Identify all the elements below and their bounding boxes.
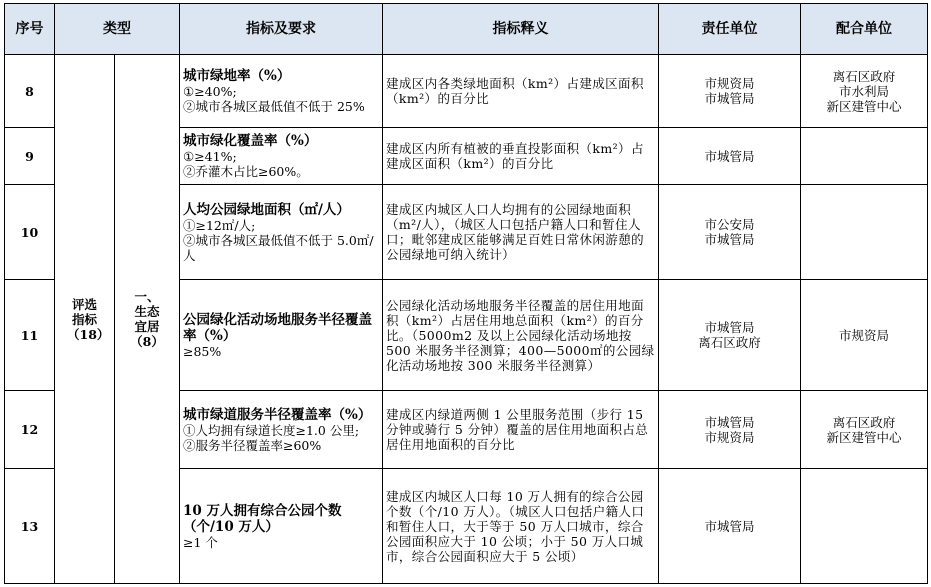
requirement-cell	[180, 55, 383, 128]
cooperating-cell	[801, 55, 928, 128]
cooperating-unit: 新区建管中心	[826, 429, 902, 445]
requirement-line: ②城市各城区最低值不低于 5.0㎡/人	[183, 232, 374, 263]
requirement-cell	[180, 280, 383, 391]
cooperating-cell	[801, 280, 928, 391]
explanation-cell: 公园绿化活动场地服务半径覆盖的居住用地面积（km²）占居住用地总面积（km²）的百分比。（5000m2 及以上公园绿化活动场地按 500 米服务半径测算；400—5000㎡的公园绿化活动场地按 300 米服务半径测算）	[383, 280, 659, 391]
responsible-cell	[659, 185, 801, 280]
category-cell: 评选指标（18）	[55, 55, 115, 584]
cooperating-unit: 离石区政府	[832, 414, 896, 430]
requirement-cell	[180, 185, 383, 280]
responsible-unit: 市城管局	[704, 91, 755, 106]
responsible-cell	[659, 469, 801, 584]
requirement-cell	[180, 391, 383, 469]
cooperating-unit: 市规资局	[838, 327, 889, 343]
cooperating-unit: 市水利局	[838, 83, 889, 99]
requirement-line: ①≥12㎡/人;	[183, 217, 256, 233]
explanation-cell: 建成区内所有植被的垂直投影面积（km²）占建成区面积（km²）的百分比	[383, 128, 659, 185]
row-number: 13	[5, 469, 55, 584]
responsible-cell	[659, 55, 801, 128]
explanation-cell: 建成区内各类绿地面积（km²）占建成区面积（km²）的百分比	[383, 55, 659, 128]
header-cooperating: 配合单位	[801, 4, 928, 55]
responsible-unit: 市公安局	[704, 217, 755, 232]
requirement-cell	[180, 128, 383, 185]
responsible-unit: 离石区政府	[698, 335, 761, 350]
responsible-unit: 市规资局	[704, 429, 755, 445]
subcategory-cell: 一、生态宜居（8）	[115, 55, 180, 584]
header-requirement: 指标及要求	[180, 4, 383, 55]
responsible-unit: 市城管局	[704, 232, 755, 247]
header-row	[5, 4, 928, 55]
header-no: 序号	[5, 4, 55, 55]
responsible-unit: 市规资局	[704, 76, 755, 91]
requirement-title: 公园绿化活动场地服务半径覆盖率（%）	[183, 311, 372, 344]
responsible-cell	[659, 128, 801, 185]
requirement-line: ①人均拥有绿道长度≥1.0 公里;	[183, 422, 360, 438]
cooperating-cell	[801, 391, 928, 469]
requirement-title: 城市绿地率（%）	[183, 68, 291, 84]
requirement-line: ≥85%	[183, 343, 222, 359]
requirement-line: ①≥41%;	[183, 149, 237, 164]
header-responsible: 责任单位	[659, 4, 801, 55]
requirement-line: ②服务半径覆盖率≥60%	[183, 437, 322, 453]
explanation-cell: 建成区内绿道两侧 1 公里服务范围（步行 15 分钟或骑行 5 分钟）覆盖的居住用地面积占总居住用地面积的百分比	[383, 391, 659, 469]
cooperating-unit: 新区建管中心	[826, 98, 902, 114]
table-row	[5, 55, 928, 128]
requirement-line: ②城市各城区最低值不低于 25%	[183, 99, 365, 114]
cooperating-cell	[801, 469, 928, 584]
explanation-cell: 建成区内城区人口人均拥有的公园绿地面积（m²/人），（城区人口包括户籍人口和暂住人口；毗邻建成区能够满足百姓日常休闲游憩的公园绿地可纳入统计）	[383, 185, 659, 280]
responsible-unit: 市城管局	[704, 148, 755, 164]
requirement-title: 人均公园绿地面积（㎡/人）	[183, 201, 350, 218]
cooperating-cell	[801, 185, 928, 280]
row-number: 10	[5, 185, 55, 280]
responsible-cell	[659, 391, 801, 469]
row-number: 11	[5, 280, 55, 391]
requirement-cell	[180, 469, 383, 584]
requirement-title: 城市绿化覆盖率（%）	[183, 133, 318, 149]
responsible-unit: 市城管局	[704, 320, 755, 335]
explanation-cell: 建成区内城区人口每 10 万人拥有的综合公园个数（个/10 万人）。（城区人口包括户籍人口和暂住人口，大于等于 50 万人口城市，综合公园面积应大于 10 公顷；小于 50 万人口城市，综合公园面积应大于 5 公顷）	[383, 469, 659, 584]
requirement-line: ②乔灌木占比≥60%。	[183, 164, 309, 179]
row-number: 8	[5, 55, 55, 128]
requirement-line: ①≥40%;	[183, 84, 237, 99]
cooperating-cell	[801, 128, 928, 185]
cooperating-unit: 离石区政府	[832, 68, 896, 84]
requirement-title: 城市绿道服务半径覆盖率（%）	[183, 406, 372, 423]
row-number: 9	[5, 128, 55, 185]
responsible-unit: 市城管局	[704, 518, 755, 534]
indicator-table	[4, 3, 928, 584]
row-number: 12	[5, 391, 55, 469]
responsible-unit: 市城管局	[704, 414, 755, 430]
header-type: 类型	[55, 4, 180, 55]
requirement-line: ≥1 个	[183, 534, 218, 550]
header-explanation: 指标释义	[383, 4, 659, 55]
responsible-cell	[659, 280, 801, 391]
requirement-title: 10 万人拥有综合公园个数（个/10 万人）	[183, 502, 342, 535]
